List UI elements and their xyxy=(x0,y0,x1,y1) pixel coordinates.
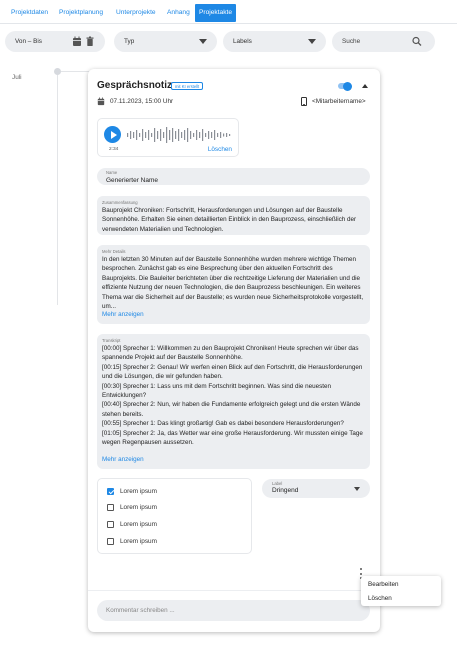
note-card xyxy=(88,69,380,632)
labels-filter[interactable] xyxy=(223,31,326,52)
type-filter[interactable] xyxy=(114,31,217,52)
summary-field[interactable] xyxy=(97,196,370,235)
audio-player xyxy=(97,118,239,157)
transcript-line: [00:40] Sprecher 2: Nun, wir haben die Fundamente erfolgreich gelegt und die ersten Wände stehen bereits. xyxy=(102,401,361,418)
search-placeholder: Suche xyxy=(342,38,361,45)
tab-projektplanung[interactable]: Projektplanung xyxy=(59,9,103,16)
tab-unterprojekte[interactable]: Unterprojekte xyxy=(116,9,156,16)
labels-filter-text: Labels xyxy=(233,38,252,45)
tab-bar xyxy=(0,0,457,24)
type-filter-text: Typ xyxy=(124,38,135,45)
context-menu xyxy=(361,576,441,606)
checkbox-2[interactable] xyxy=(107,504,114,511)
calendar-icon xyxy=(97,97,105,106)
divider xyxy=(88,590,380,591)
checklist-item-label: Lorem ipsum xyxy=(120,538,157,545)
transcript-line: [00:30] Sprecher 1: Lass uns mit dem Fortschritt beginnen. Was sind die neuesten Entwicklungen? xyxy=(102,382,332,400)
label-select-label: Label xyxy=(272,481,283,486)
trash-icon[interactable] xyxy=(85,36,95,47)
transcript-field[interactable] xyxy=(97,334,370,469)
checkbox-1[interactable] xyxy=(107,488,114,495)
search-icon[interactable] xyxy=(412,36,422,47)
timeline-month: Juli xyxy=(12,74,22,81)
visibility-toggle[interactable] xyxy=(338,83,351,89)
label-select[interactable] xyxy=(262,479,370,498)
chevron-down-icon xyxy=(199,39,207,44)
chevron-down-icon xyxy=(354,487,360,491)
checklist xyxy=(97,478,252,554)
timeline-line xyxy=(57,75,58,305)
note-employee: <Mitarbeitername> xyxy=(312,98,366,105)
toggle-knob xyxy=(343,82,352,91)
note-title: Gesprächsnotiz xyxy=(97,80,173,91)
chevron-up-icon[interactable] xyxy=(362,84,368,88)
transcript-line: [01:05] Sprecher 2: Ja, das Wetter war eine große Herausforderung. Wir mussten einige Tage wegen Regenpausen aussetzen. xyxy=(102,429,363,447)
summary-text: Bauprojekt Chroniken: Fortschritt, Herausforderungen und Lösungen auf der Baustelle Sonnenhöhe. Erhalten Sie einen detaillierten Einblick in den Bauprozess, einschließlich der verwendeten Materialien und Technologien. xyxy=(102,207,357,233)
checkbox-3[interactable] xyxy=(107,521,114,528)
transcript-line: [00:55] Sprecher 1: Das klingt großartig! Gab es dabei besondere Herausforderungen? xyxy=(102,420,344,428)
comment-placeholder: Kommentar schreiben ... xyxy=(106,607,175,614)
play-button[interactable] xyxy=(104,126,121,143)
transcript-label: Transkript xyxy=(102,338,121,343)
summary-label: Zusammenfassung xyxy=(102,200,138,205)
timeline-dot xyxy=(54,68,61,75)
comment-input[interactable] xyxy=(97,600,370,621)
menu-item-edit[interactable]: Bearbeiten xyxy=(368,581,399,588)
calendar-icon[interactable] xyxy=(72,36,82,47)
checklist-item-label: Lorem ipsum xyxy=(120,488,157,495)
chevron-down-icon xyxy=(308,39,316,44)
date-range-text: Von – Bis xyxy=(15,38,43,45)
checklist-item-label: Lorem ipsum xyxy=(120,521,157,528)
transcript-text xyxy=(102,344,365,447)
transcript-more-link[interactable]: Mehr anzeigen xyxy=(102,456,144,463)
tab-anhang[interactable]: Anhang xyxy=(167,9,190,16)
menu-item-delete[interactable]: Löschen xyxy=(368,595,392,602)
details-text: In den letzten 30 Minuten auf der Baustelle Sonnenhöhe wurden mehrere wichtige Themen besprochen. Zunächst gab es eine Besprechung über den aktuellen Fortschritt des Bauprojekts. Die Bauleiter berichteten über die rechtzeitige Lieferung der Materialien und die effiziente Nutzung der neuen Technologien, die den Bauprozess beschleunigen. Ein weiteres Thema war die Sicherheit auf der Baustelle; es wurden neue Sicherheitsprotokolle vorgestellt, um... xyxy=(102,256,364,311)
details-label: Mehr Details xyxy=(102,249,126,254)
tab-projektdaten[interactable]: Projektdaten xyxy=(11,9,49,16)
details-more-link[interactable]: Mehr anzeigen xyxy=(102,311,144,318)
ai-badge: mit KI erstellt xyxy=(171,82,203,90)
note-datetime: 07.11.2023, 15:00 Uhr xyxy=(110,98,174,105)
transcript-line: [00:00] Sprecher 1: Willkommen zu den Bauprojekt Chroniken! Heute sprechen wir über das spannende Projekt auf der Baustelle Sonnenhöhe. xyxy=(102,345,359,362)
waveform[interactable] xyxy=(127,127,235,143)
search-input[interactable] xyxy=(332,31,435,52)
name-field-value: Generierter Name xyxy=(106,177,159,184)
checkbox-4[interactable] xyxy=(107,538,114,545)
timeline-connector xyxy=(61,71,91,72)
details-field[interactable] xyxy=(97,245,370,324)
tab-projektakte[interactable]: Projektakte xyxy=(195,4,236,22)
phone-icon xyxy=(301,97,307,106)
name-field[interactable] xyxy=(97,168,370,185)
audio-duration: 2:34 xyxy=(109,147,119,152)
transcript-line: [00:15] Sprecher 2: Genau! Wir werfen einen Blick auf den Fortschritt, die Herausforderungen und die Lösungen, die wir gefunden haben. xyxy=(102,363,363,381)
delete-audio-link[interactable]: Löschen xyxy=(207,146,232,153)
checklist-item-label: Lorem ipsum xyxy=(120,504,157,511)
name-field-label: Name xyxy=(106,170,118,175)
date-range-filter[interactable] xyxy=(5,31,105,52)
label-select-value: Dringend xyxy=(272,487,299,494)
